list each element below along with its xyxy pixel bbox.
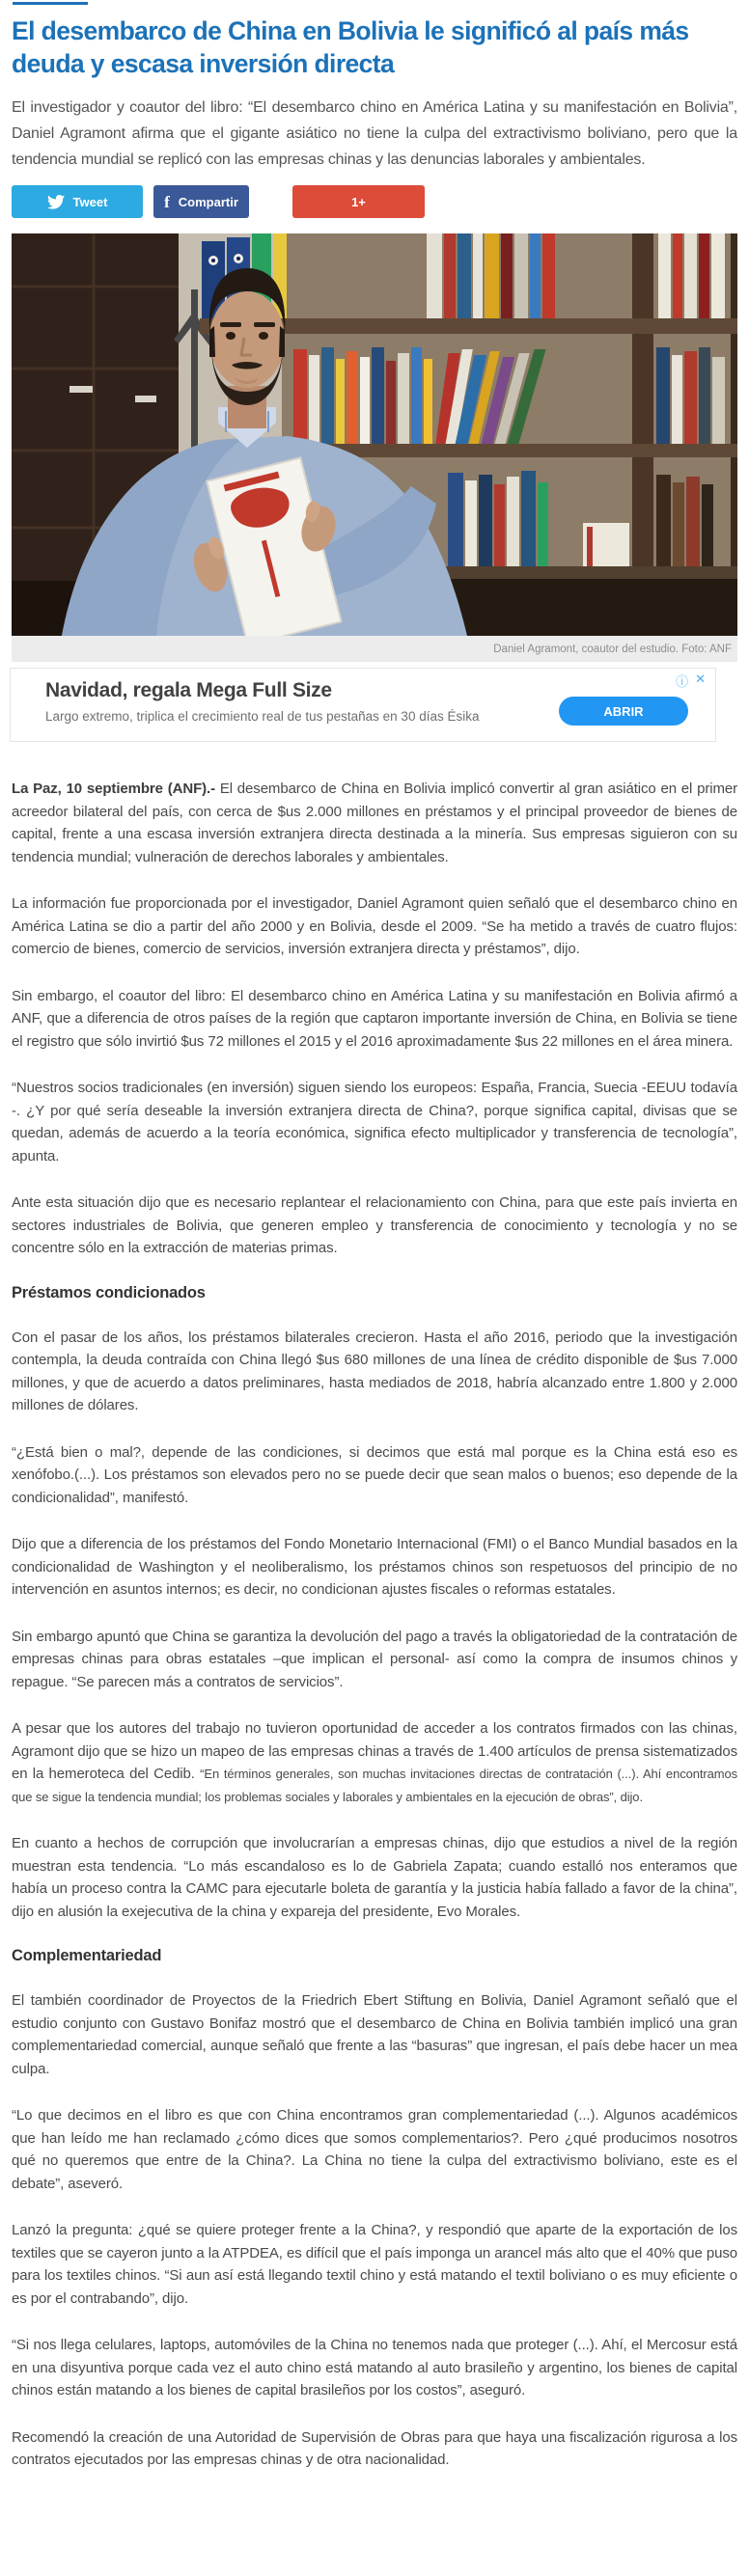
article-lead: El investigador y coautor del libro: “El desembarco chino en América Latina y su manifestación en Bolivia”, Daniel Agramont afirma que el gigante asiático no tiene la culpa del extractivismo boliviano, pero que la tendencia mundial se replicó con las empresas chinas y las denuncias laborales y ambientales.	[12, 99, 737, 168]
paragraph-text: “¿Está bien o mal?, depende de las condiciones, si decimos que está mal porque es la China está eso es xenófobo.(...). Los préstamos son elevados pero no se puede decir que sean malos o buenos; eso depende de la condicionalidad”, manifestó.	[12, 1443, 737, 1506]
paragraph-text: Sin embargo apuntó que China se garantiza la devolución del pago a través la obligatoriedad de la contratación de empresas chinas para obras estatales –que implican el personal- así como la compra de insumos chinos y repague. “Se parecen más a contratos de servicios”.	[12, 1628, 737, 1690]
paragraph-text: “En términos generales, son muchas invitaciones directas de contratación (...). Ahí encontramos que se sigue la tendencia mundial; los problemas sociales y laborales y ambientales en la ejecución de obras”, dijo.	[12, 1767, 737, 1804]
paragraph-text: El también coordinador de Proyectos de la Friedrich Ebert Stiftung en Bolivia, Daniel Agramont señaló que el estudio conjunto con Gustavo Bonifaz mostró que el desembarco de China en Bolivia también implicó una gran complementariedad comercial, aunque señaló que frente a las “basuras” que ingresan, el país debe hacer un mea culpa.	[12, 1992, 737, 2077]
paragraph-text: A pesar que los autores del trabajo no tuvieron oportunidad de acceder a los contratos firmados con las chinas, Agramont dijo que se hizo un mapeo de las empresas chinas a través de 1.400 artículos de prensa sistematizados en la hemeroteca del Cedib.	[12, 1720, 737, 1782]
facebook-icon: f	[164, 193, 170, 211]
ad-title[interactable]: Navidad, regala Mega Full Size	[45, 679, 332, 701]
article-subheading: Préstamos condicionados	[12, 1283, 206, 1302]
twitter-icon	[47, 195, 65, 209]
article-paragraph	[12, 1192, 737, 1260]
article-paragraph	[12, 1327, 737, 1417]
article-paragraph	[12, 1832, 737, 1923]
ad-banner	[10, 668, 716, 742]
article-paragraph	[12, 1989, 737, 2080]
ad-open-button[interactable]: ABRIR	[559, 697, 688, 726]
paragraph-text: La información fue proporcionada por el investigador, Daniel Agramont quien señaló que el desembarco chino en América Latina se dio a partir del año 2000 y en Bolivia, desde el 2009. “Se ha metido a través de cuatro flujos: comercio de bienes, comercio de servicios, inversión extranjera directa y préstamos”, dijo.	[12, 895, 737, 957]
article-paragraph	[12, 892, 737, 961]
page-title: El desembarco de China en Bolivia le significó al país más deuda y escasa inversión directa	[12, 16, 689, 78]
article-paragraph	[12, 778, 737, 868]
article-paragraph	[12, 985, 737, 1054]
article-subheading: Complementariedad	[12, 1947, 162, 1964]
ad-close-icon[interactable]: ✕	[695, 671, 706, 686]
paragraph-text: Sin embargo, el coautor del libro: El desembarco chino en América Latina y su manifestación en Bolivia afirmó a ANF, que a diferencia de otros países de la región que captaron importante inversión de China, en Bolivia se tiene el registro que sólo invirtió $us 72 millones el 2015 y el 2016 aproximadamente $us 22 millones en el área minera.	[12, 987, 737, 1050]
paragraph-text: Con el pasar de los años, los préstamos bilaterales crecieron. Hasta el año 2016, periodo que la investigación contempla, la deuda contraída con China llegó $us 680 millones de una línea de crédito disponible de $us 7.000 millones, y que de acuerdo a datos preliminares, hasta mediados de 2018, habría alcanzado entre 1.800 y 2.000 millones de dólares.	[12, 1329, 737, 1413]
photo-caption: Daniel Agramont, coautor del estudio. Foto: ANF	[12, 636, 737, 662]
article-paragraph	[12, 1077, 737, 1167]
article-paragraph	[12, 1533, 737, 1602]
paragraph-text: “Lo que decimos en el libro es que con China encontramos gran complementariedad (...). Algunos académicos que han leído me han reclamado ¿cómo dices que somos complementarios?. Pero ¿qué producimos nosotros qué no queremos que entre de la China?. La China no tiene la culpa del extractivismo boliviano, este es el debate”, aseveró.	[12, 2107, 737, 2192]
paragraph-text: “Nuestros socios tradicionales (en inversión) siguen siendo los europeos: España, Francia, Suecia -EEUU todavía -. ¿Y por qué sería deseable la inversión extranjera directa de China?, porque significa capital, divisas que se quedan, además de acuerdo a la teoría económica, significa efecto multiplicador y transferencia de tecnología”, apunta.	[12, 1080, 737, 1165]
paragraph-text: Ante esta situación dijo que es necesario replantear el relacionamiento con China, para que este país invierta en sectores industriales de Bolivia, que generen empleo y transferencia de conocimiento y tecnología y no se concentre sólo en la extracción de materias primas.	[12, 1194, 737, 1256]
paragraph-text: El desembarco de China en Bolivia implicó convertir al gran asiático en el primer acreedor bilateral del país, con cerca de $us 2.000 millones en préstamos y el principal proveedor de bienes de capital, frente a una escasa inversión extranjera directa destinada a la minería. Sus empresas siguieron con su tendencia mundial; vulneración de derechos laborales y ambientales.	[12, 781, 737, 865]
tweet-share-button[interactable]	[12, 185, 143, 218]
ad-info-icon[interactable]: ⓘ	[676, 674, 689, 689]
article-paragraph	[12, 1717, 737, 1808]
gplus-share-button[interactable]	[292, 185, 425, 218]
facebook-button-label: Compartir	[178, 194, 238, 209]
article-photo-illustration	[12, 233, 737, 636]
article-paragraph	[12, 2104, 737, 2195]
article-paragraph	[12, 2426, 737, 2472]
category-accent-line	[13, 2, 88, 5]
paragraph-text: Recomendó la creación de una Autoridad de Supervisión de Obras para que haya una fiscalización rigurosa a los contratos ejecutados por las empresas chinas y de otra nacionalidad.	[12, 2428, 737, 2468]
paragraph-text: En cuanto a hechos de corrupción que involucrarían a empresas chinas, dijo que estudios a nivel de la región muestran esta tendencia. “Lo más escandaloso es lo de Gabriela Zapata; cuando estalló nos enteramos que había un proceso contra la CAMC para ejecutarle boleta de garantía y la justicia había fallado a favor de la china”, dijo en alusión la exejecutiva de la china y expareja del presidente, Evo Morales.	[12, 1835, 737, 1920]
article-paragraph	[12, 2219, 737, 2310]
ad-subtitle[interactable]: Largo extremo, triplica el crecimiento real de tus pestañas en 30 días Ésika	[45, 709, 480, 724]
gplus-button-label: 1+	[351, 194, 366, 209]
paragraph-lead-in: La Paz, 10 septiembre (ANF).-	[12, 781, 220, 797]
share-buttons-row	[12, 185, 737, 218]
article-paragraph	[12, 1441, 737, 1510]
paragraph-text: “Si nos llega celulares, laptops, automóviles de la China no tenemos nada que proteger (...). Ahí, el Mercosur está en una disyuntiva porque cada vez el auto chino está matando al auto brasileño y argentino, los bienes de capital chinos están matando a los bienes de capital brasileños por los costos”, aseguró.	[12, 2337, 737, 2398]
article-paragraph	[12, 1626, 737, 1694]
article-photo	[12, 233, 737, 662]
article-paragraph	[12, 2334, 737, 2402]
article-body	[12, 778, 737, 2472]
tweet-button-label: Tweet	[72, 194, 108, 209]
paragraph-text: Lanzó la pregunta: ¿qué se quiere proteger frente a la China?, y respondió que aparte de la exportación de los textiles que se cayeron junto a la ATPDEA, es difícil que el país imponga un arancel más alto que el 40% que puso para los textiles chinos. “Si aun así está llegando textil chino y está matando el textil boliviano o es muy eficiente o es por el contrabando”, dijo.	[12, 2222, 737, 2307]
facebook-share-button[interactable]	[153, 185, 249, 218]
paragraph-text: Dijo que a diferencia de los préstamos del Fondo Monetario Internacional (FMI) o el Banco Mundial basados en la condicionalidad de Washington y el neoliberalismo, los préstamos chinos son respetuosos del principio de no intervención en asuntos internos; es decir, no condicionan ajustes fiscales o reformas estatales.	[12, 1536, 737, 1598]
